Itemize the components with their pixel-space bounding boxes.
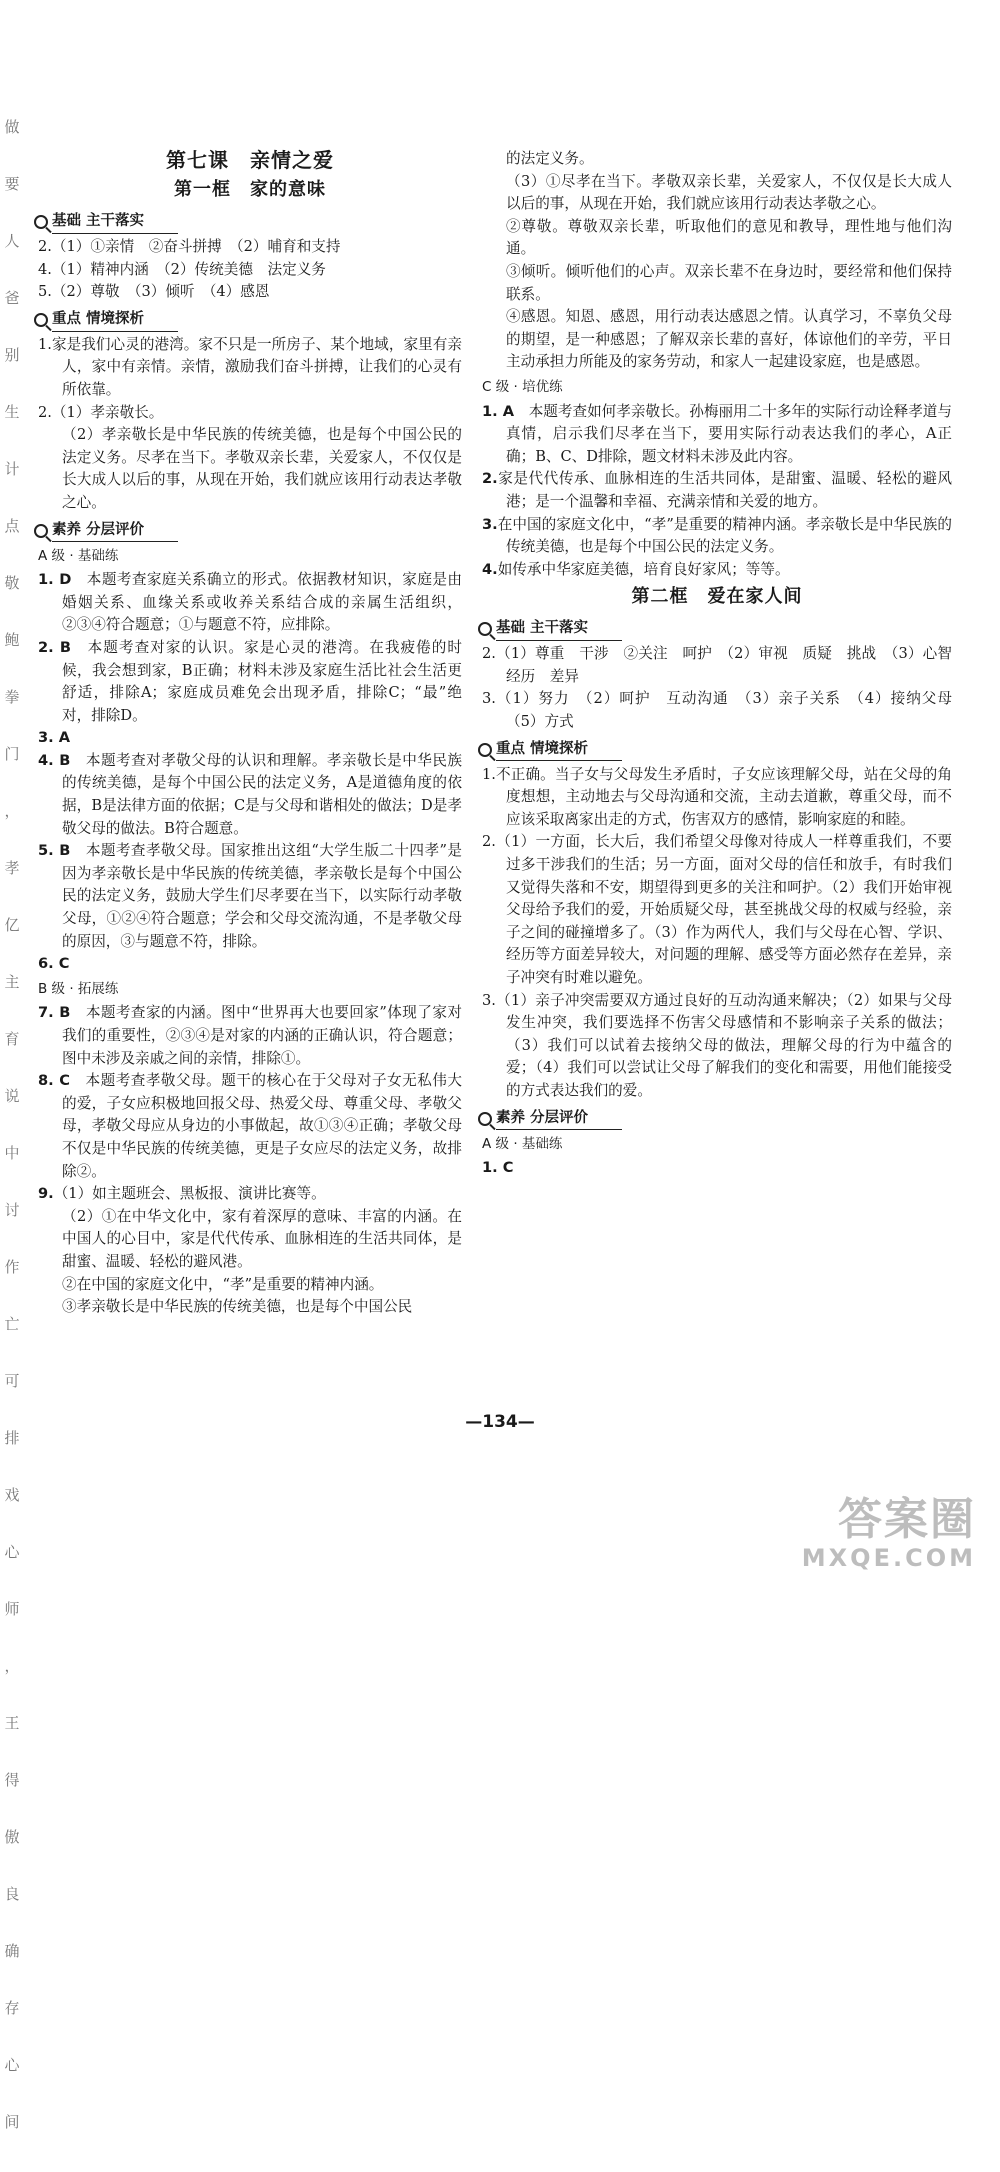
answer-text: 本题考查对家的认识。家是心灵的港湾。在我疲倦的时候，我会想到家，B正确；材料未涉及家庭生活比社会生活更舒适，排除A；家庭成员难免会出现矛盾，排除C；“最”绝对，排除D。 <box>62 638 462 724</box>
answer-text: 本题考查家的内涵。图中“世界再大也要回家”体现了家对我们的重要性，②③④是对家的内涵的正确认识，符合题意；图中未涉及亲戚之间的亲情，排除①。 <box>62 1004 462 1067</box>
answer-number: 1. D <box>38 571 72 589</box>
focus-paragraph: 1.不正确。当子女与父母发生矛盾时，子女应该理解父母，站在父母的角度想想，主动地去与父母沟通和交流，主动去道歉，尊重父母，而不应该采取离家出走的方式，伤害双方的感情，影响家庭的和睦。 <box>482 765 952 828</box>
level-a-label: A 级 · 基础练 <box>482 1135 563 1152</box>
margin-char: 人 <box>4 232 20 250</box>
margin-char: 敬 <box>4 574 20 592</box>
magnifier-icon <box>478 1112 492 1126</box>
page-number: —134— <box>465 1412 535 1432</box>
frame2-title: 第二框 爱在家人间 <box>631 586 803 608</box>
margin-strip <box>0 120 24 2172</box>
answer-number: 2. B <box>38 638 71 656</box>
answer-item <box>38 1002 462 1070</box>
focus-paragraph: 2.（1）一方面，长大后，我们希望父母像对待成人一样尊重我们，不要过多干涉我们的生活；另一方面，面对父母的信任和放手，有时我们又觉得失落和不安，期望得到更多的关注和呵护。（2）我们开始审视父母给予我们的爱，开始质疑父母，甚至挑战父母的权威与经验，亲子之间的碰撞增多了。（3）作为两代人，我们与父母在心智、学识、经历等方面差异较大，对问题的理解、感受等方面必然存在差异，亲子冲突有时难以避免。 <box>482 833 952 986</box>
focus-paragraph: 1.家是我们心灵的港湾。家不只是一所房子、某个地域，家里有亲人，家中有亲情。亲情，激励我们奋斗拼搏，让我们的心灵有所依靠。 <box>38 335 462 398</box>
margin-char: 可 <box>4 1372 20 1390</box>
answer-text: 如传承中华家庭美德，培育良好家风；等等。 <box>497 560 790 578</box>
margin-char: 鲍 <box>4 631 20 649</box>
answer-item <box>482 1157 952 1180</box>
margin-char: 良 <box>4 1885 20 1903</box>
answer-item <box>482 468 952 513</box>
answer-text: 本题考查孝敬父母。国家推出这组“大学生版二十四孝”是因为孝亲敬长是中华民族的传统美德，孝亲敬长是每个中国公民的法定义务，鼓励大学生们尽孝要在当下，以实际行动孝敬父母，①②④符合题意；学会和父母交流沟通，不是孝敬父母的原因，③与题意不符，排除。 <box>62 842 462 950</box>
section-header-focus <box>478 738 952 762</box>
watermark <box>802 1496 976 1572</box>
margin-char: 点 <box>4 517 20 535</box>
margin-char: 做 <box>4 118 20 136</box>
answer-text: 在中国的家庭文化中，“孝”是重要的精神内涵。孝亲敬长是中华民族的传统美德，也是每个中国公民的法定义务。 <box>497 515 952 556</box>
answer-text: 本题考查孝敬父母。题干的核心在于父母对子女无私伟大的爱，子女应积极地回报父母、热爱父母、尊重父母、孝敬父母，孝敬父母应从身边的小事做起，故①③④正确；孝敬父母不仅是中华民族的传统美德，更是子女应尽的法定义务，故排除②。 <box>62 1072 462 1180</box>
section-label: 基础 主干落实 <box>52 210 178 234</box>
margin-char: 戏 <box>4 1486 20 1504</box>
section-label: 重点 情境探析 <box>52 308 178 332</box>
answer-number: 2. <box>482 470 498 488</box>
watermark-url: MXQE.COM <box>801 1544 976 1572</box>
margin-char: 孝 <box>4 859 20 877</box>
section-header-focus <box>34 308 462 332</box>
basics-line: 2.（1）尊重 干涉 ②关注 呵护 （2）审视 质疑 挑战 （3）心智 经历 差异 <box>482 645 967 685</box>
magnifier-icon <box>478 622 492 636</box>
basics-line: 2.（1）①亲情 ②奋斗拼搏 （2）哺育和支持 <box>38 238 341 255</box>
basics-line: 5.（2）尊敬 （3）倾听 （4）感恩 <box>38 283 270 301</box>
focus-paragraph: （2）孝亲敬长是中华民族的传统美德，也是每个中国公民的法定义务。尽孝在当下。孝敬双亲长辈，关爱家人，不仅仅是长大成人以后的事，从现在开始，我们就应该用行动表达孝敬之心。 <box>62 426 462 511</box>
basics-line: 3.（1）努力 （2）呵护 互动沟通 （3）亲子关系 （4）接纳父母 （5）方式 <box>482 690 967 731</box>
section-header-basics <box>34 210 462 234</box>
magnifier-icon <box>34 524 48 538</box>
continued-paragraph: ②尊敬。尊敬双亲长辈，听取他们的意见和教导，理性地与他们沟通。 <box>506 217 952 258</box>
answer-number: 6. C <box>38 955 70 973</box>
answer-item <box>38 1183 462 1206</box>
answer-number: 9. <box>38 1185 54 1203</box>
answer-item <box>38 953 462 976</box>
margin-char: 说 <box>4 1087 20 1105</box>
margin-char: 确 <box>4 1942 20 1960</box>
answer-number: 4. <box>482 560 498 578</box>
magnifier-icon <box>34 313 48 327</box>
answer-item <box>482 401 952 469</box>
answer-text: 本题考查家庭关系确立的形式。依据教材知识，家庭是由婚姻关系、血缘关系或收养关系结合成的亲属生活组织，②③④符合题意；①与题意不符，应排除。 <box>62 571 462 634</box>
answer-item <box>38 1070 462 1183</box>
answer-number: 5. B <box>38 842 71 860</box>
answer-item <box>38 637 462 727</box>
level-b-label: B 级 · 拓展练 <box>38 980 119 997</box>
answer-number: 3. A <box>38 729 71 747</box>
level-a-label: A 级 · 基础练 <box>38 547 119 564</box>
continued-paragraph: ④感恩。知恩、感恩，用行动表达感恩之情。认真学习，不辜负父母的期望，是一种感恩；了解双亲长辈的喜好，体谅他们的辛劳，平日主动承担力所能及的家务劳动，和家人一起建设家庭，也是感恩。 <box>506 308 952 371</box>
answer-text: 本题考查如何孝亲敬长。孙梅丽用二十多年的实际行动诠释孝道与真情，启示我们尽孝在当下，要用实际行动表达我们的孝心，A正确；B、C、D排除，题文材料未涉及此内容。 <box>506 402 952 465</box>
magnifier-icon <box>34 215 48 229</box>
margin-char: 心 <box>4 2056 20 2074</box>
answer-number: 3. <box>482 515 498 533</box>
margin-char: 得 <box>4 1771 20 1789</box>
answer-number: 7. B <box>38 1004 71 1022</box>
continued-paragraph: （3）①尽孝在当下。孝敬双亲长辈，关爱家人，不仅仅是长大成人以后的事，从现在开始，我们就应该用行动表达孝敬之心。 <box>506 172 952 213</box>
answer-subpart: ③孝亲敬长是中华民族的传统美德，也是每个中国公民 <box>62 1298 413 1316</box>
margin-char: 排 <box>4 1429 20 1447</box>
frame-title: 第一框 家的意味 <box>174 179 326 200</box>
focus-paragraph: 2.（1）孝亲敬长。 <box>38 403 164 421</box>
right-column <box>482 148 967 1180</box>
answer-subpart: （2）①在中华文化中，家有着深厚的意味、丰富的内涵。在中国人的心目中，家是代代传承、血脉相连的生活共同体，是甜蜜、温暖、轻松的避风港。 <box>62 1207 462 1270</box>
level-c-label: C 级 · 培优练 <box>482 378 563 395</box>
continued-paragraph: ③倾听。倾听他们的心声。双亲长辈不在身边时，要经常和他们保持联系。 <box>506 262 952 303</box>
margin-char: 心 <box>4 1543 20 1561</box>
left-column <box>38 146 462 1319</box>
margin-char: 要 <box>4 175 20 193</box>
margin-char: 傲 <box>4 1828 20 1846</box>
margin-char: 育 <box>4 1030 20 1048</box>
focus-paragraph: 3.（1）亲子冲突需要双方通过良好的互动沟通来解决；（2）如果与父母发生冲突，我们要选择不伤害父母感情和不影响亲子关系的做法；（3）我们可以试着去接纳父母的做法，理解父母的行为中蕴含的爱；（4）我们可以尝试让父母了解我们的变化和需要，用他们能接受的方式表达我们的爱。 <box>482 991 952 1099</box>
lesson-title: 第七课 亲情之爱 <box>166 148 334 172</box>
answer-item <box>482 514 952 559</box>
answer-item <box>38 840 462 953</box>
section-header-basics <box>478 617 952 641</box>
section-label: 基础 主干落实 <box>496 617 622 641</box>
magnifier-icon <box>478 743 492 757</box>
answer-item <box>38 569 462 637</box>
answer-item <box>482 559 952 582</box>
watermark-logo-text: 答案圈 <box>838 1494 976 1545</box>
margin-char: ， <box>4 1657 20 1675</box>
basics-line: 4.（1）精神内涵 （2）传统美德 法定义务 <box>38 260 326 278</box>
margin-char: 王 <box>4 1714 20 1732</box>
margin-char: 门 <box>4 745 20 763</box>
answer-text: 本题考查对孝敬父母的认识和理解。孝亲敬长是中华民族的传统美德，是每个中国公民的法定义务，A是道德角度的依据，B是法律方面的依据；C是与父母和谐相处的做法；D是孝敬父母的做法。B符合题意。 <box>62 751 462 837</box>
section-header-literacy <box>34 519 462 543</box>
margin-char: 亿 <box>4 916 20 934</box>
answer-number: 1. C <box>482 1159 514 1177</box>
answer-number: 1. A <box>482 402 515 420</box>
margin-char: 爸 <box>4 289 20 307</box>
margin-char: 计 <box>4 460 20 478</box>
margin-char: 别 <box>4 346 20 364</box>
margin-char: ， <box>4 802 20 820</box>
answer-subpart: ②在中国的家庭文化中，“孝”是重要的精神内涵。 <box>62 1275 384 1293</box>
margin-char: 亡 <box>4 1315 20 1333</box>
margin-char: 中 <box>4 1144 20 1162</box>
margin-char: 师 <box>4 1600 20 1618</box>
margin-char: 讨 <box>4 1201 20 1219</box>
margin-char: 主 <box>4 973 20 991</box>
margin-char: 拳 <box>4 688 20 706</box>
margin-char: 存 <box>4 1999 20 2017</box>
answer-text: 家是代代传承、血脉相连的生活共同体，是甜蜜、温暖、轻松的避风港；是一个温馨和幸福、充满亲情和关爱的地方。 <box>497 470 952 510</box>
section-label: 素养 分层评价 <box>52 519 178 543</box>
margin-char: 作 <box>4 1258 20 1276</box>
section-label: 重点 情境探析 <box>496 738 622 762</box>
answer-item <box>38 750 462 840</box>
section-header-literacy <box>478 1107 952 1131</box>
answer-text: （1）如主题班会、黑板报、演讲比赛等。 <box>53 1185 326 1203</box>
section-label: 素养 分层评价 <box>496 1107 622 1131</box>
margin-char: 生 <box>4 403 20 421</box>
answer-number: 4. B <box>38 751 71 769</box>
margin-char: 间 <box>4 2113 20 2131</box>
continued-paragraph: 的法定义务。 <box>506 150 594 167</box>
answer-number: 8. C <box>38 1072 70 1090</box>
answer-item <box>38 727 462 750</box>
